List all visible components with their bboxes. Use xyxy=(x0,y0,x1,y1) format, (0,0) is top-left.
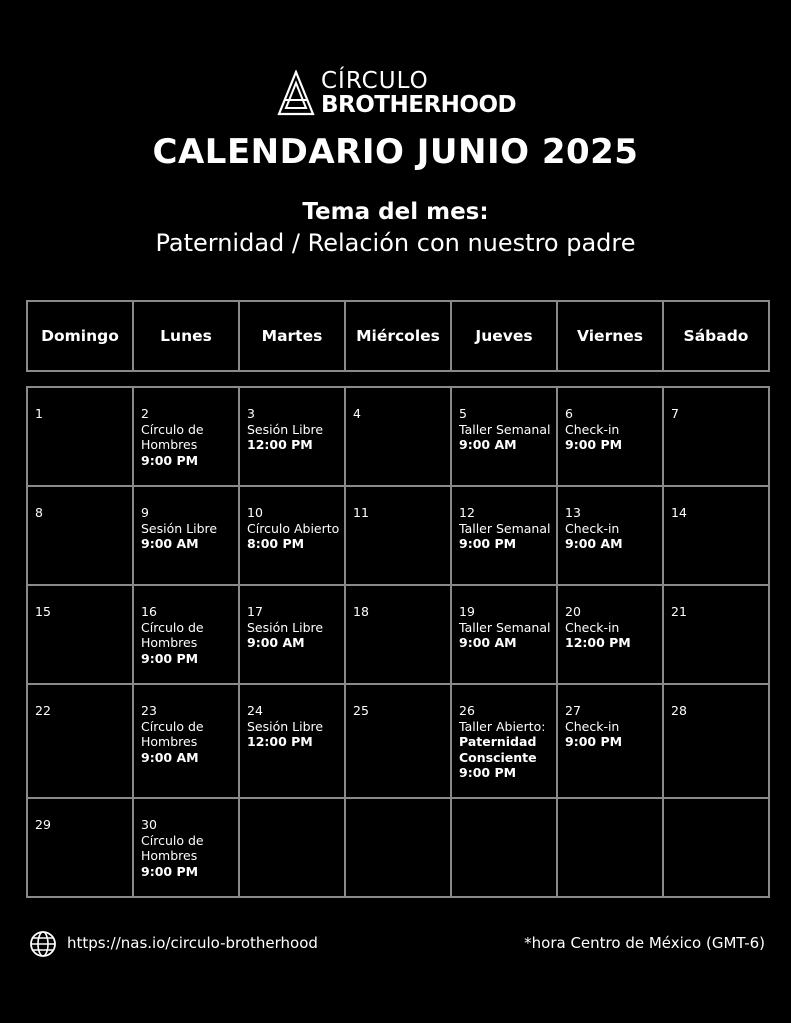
day-cell xyxy=(133,798,239,897)
day-number: 22 xyxy=(35,703,51,718)
weekday-lunes: Lunes xyxy=(133,301,239,371)
event-name: Círculo de Hombres xyxy=(141,619,204,651)
weekday-header xyxy=(26,300,770,372)
day-number: 18 xyxy=(353,604,369,619)
calendar-week xyxy=(27,585,769,684)
day-cell xyxy=(239,585,345,684)
day-number: 24 xyxy=(247,703,263,718)
day-cell xyxy=(557,684,663,798)
event-name: Círculo de Hombres xyxy=(141,421,204,453)
day-cell xyxy=(345,585,451,684)
logo-text-brotherhood: BROTHERHOOD xyxy=(321,92,517,118)
day-number: 28 xyxy=(671,703,687,718)
event-time: 9:00 PM xyxy=(565,734,623,750)
event-name: Sesión Libre xyxy=(247,718,324,734)
event-time: 9:00 AM xyxy=(565,536,623,552)
day-cell xyxy=(133,486,239,585)
day-number: 5 xyxy=(459,406,467,421)
day-number: 12 xyxy=(459,505,475,520)
day-cell xyxy=(451,486,557,585)
event-name: Taller Abierto: xyxy=(459,718,546,734)
event-time: 9:00 AM xyxy=(141,536,199,552)
calendar-week xyxy=(27,486,769,585)
day-cell xyxy=(663,585,769,684)
day-cell xyxy=(133,387,239,486)
empty-cell xyxy=(345,798,451,897)
event-time: 9:00 PM xyxy=(141,452,199,468)
event-name: Sesión Libre xyxy=(141,520,218,536)
day-number: 9 xyxy=(141,505,149,520)
day-number: 30 xyxy=(141,817,157,832)
event-name: Taller Semanal xyxy=(459,520,551,536)
day-number: 1 xyxy=(35,406,43,421)
event-time: 9:00 PM xyxy=(459,536,517,552)
day-cell xyxy=(345,387,451,486)
day-cell xyxy=(27,798,133,897)
day-number: 15 xyxy=(35,604,51,619)
day-number: 10 xyxy=(247,505,263,520)
page-title: CALENDARIO JUNIO 2025 xyxy=(152,132,639,172)
calendar-week xyxy=(27,684,769,798)
weekday-miercoles: Miércoles xyxy=(345,301,451,371)
day-number: 7 xyxy=(671,406,679,421)
event-time: 12:00 PM xyxy=(247,734,313,750)
day-cell xyxy=(451,585,557,684)
day-cell xyxy=(27,486,133,585)
day-number: 29 xyxy=(35,817,51,832)
theme-value: Paternidad / Relación con nuestro padre xyxy=(155,229,636,257)
weekday-sabado: Sábado xyxy=(663,301,769,371)
day-number: 4 xyxy=(353,406,361,421)
event-time: 9:00 AM xyxy=(459,437,517,453)
day-number: 3 xyxy=(247,406,255,421)
day-cell xyxy=(27,387,133,486)
event-time: 12:00 PM xyxy=(247,437,313,453)
weekday-viernes: Viernes xyxy=(557,301,663,371)
empty-cell xyxy=(663,798,769,897)
day-number: 27 xyxy=(565,703,581,718)
day-cell xyxy=(133,684,239,798)
day-number: 26 xyxy=(459,703,475,718)
calendar-week xyxy=(27,387,769,486)
empty-cell xyxy=(557,798,663,897)
day-cell xyxy=(239,387,345,486)
weekday-martes: Martes xyxy=(239,301,345,371)
day-cell xyxy=(27,585,133,684)
brand-logo xyxy=(277,68,527,120)
timezone-note: *hora Centro de México (GMT-6) xyxy=(524,934,765,952)
event-name: Check-in xyxy=(565,718,620,734)
day-cell xyxy=(451,387,557,486)
event-name: Check-in xyxy=(565,520,620,536)
event-name: Taller Semanal xyxy=(459,619,551,635)
event-name: Sesión Libre xyxy=(247,619,324,635)
day-cell xyxy=(663,684,769,798)
day-number: 8 xyxy=(35,505,43,520)
day-number: 11 xyxy=(353,505,369,520)
weekday-jueves: Jueves xyxy=(451,301,557,371)
weekday-domingo: Domingo xyxy=(27,301,133,371)
event-name: Sesión Libre xyxy=(247,421,324,437)
event-time: 8:00 PM xyxy=(247,536,305,552)
day-cell xyxy=(239,684,345,798)
event-time: 9:00 PM xyxy=(565,437,623,453)
calendar-grid xyxy=(26,386,770,898)
empty-cell xyxy=(239,798,345,897)
day-number: 16 xyxy=(141,604,157,619)
day-number: 25 xyxy=(353,703,369,718)
event-time: 9:00 PM xyxy=(459,765,517,781)
logo-text-circulo: CÍRCULO xyxy=(321,68,429,94)
day-number: 20 xyxy=(565,604,581,619)
day-number: 19 xyxy=(459,604,475,619)
calendar-week xyxy=(27,798,769,897)
day-cell xyxy=(557,585,663,684)
event-name: Check-in xyxy=(565,619,620,635)
day-number: 6 xyxy=(565,406,573,421)
day-cell xyxy=(557,387,663,486)
day-cell xyxy=(663,486,769,585)
event-time: 12:00 PM xyxy=(565,635,631,651)
day-number: 13 xyxy=(565,505,581,520)
event-name: Círculo de Hombres xyxy=(141,718,204,750)
day-number: 2 xyxy=(141,406,149,421)
empty-cell xyxy=(451,798,557,897)
logo-triangle-icon xyxy=(277,70,315,116)
day-cell xyxy=(239,486,345,585)
day-cell xyxy=(133,585,239,684)
day-number: 17 xyxy=(247,604,263,619)
day-cell xyxy=(663,387,769,486)
day-number: 23 xyxy=(141,703,157,718)
day-cell xyxy=(27,684,133,798)
event-name: Círculo Abierto xyxy=(247,520,340,536)
day-number: 14 xyxy=(671,505,687,520)
event-time: 9:00 AM xyxy=(141,749,199,765)
globe-icon xyxy=(29,930,57,958)
day-cell xyxy=(345,486,451,585)
event-name: Check-in xyxy=(565,421,620,437)
day-cell xyxy=(451,684,557,798)
event-time: 9:00 AM xyxy=(459,635,517,651)
event-highlight: Paternidad Consciente xyxy=(459,734,537,765)
day-cell xyxy=(345,684,451,798)
event-time: 9:00 PM xyxy=(141,650,199,666)
website-link[interactable]: https://nas.io/circulo-brotherhood xyxy=(67,934,318,952)
event-name: Círculo de Hombres xyxy=(141,832,204,864)
day-cell xyxy=(557,486,663,585)
event-time: 9:00 AM xyxy=(247,635,305,651)
day-number: 21 xyxy=(671,604,687,619)
event-name: Taller Semanal xyxy=(459,421,551,437)
theme-label: Tema del mes: xyxy=(302,199,489,225)
event-time: 9:00 PM xyxy=(141,863,199,879)
